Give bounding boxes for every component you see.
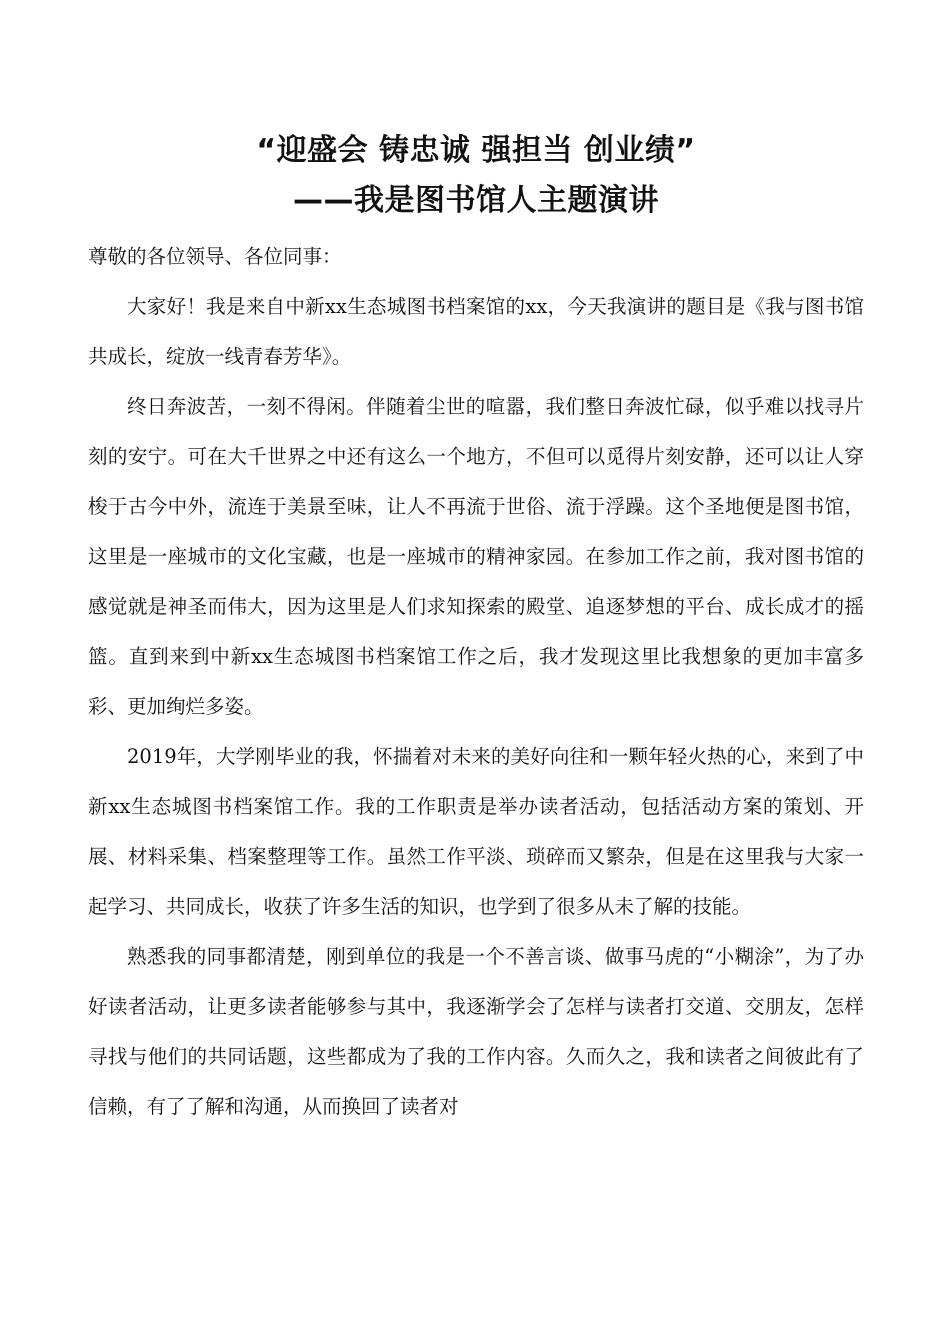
document-subtitle: ——我是图书馆人主题演讲 (293, 183, 659, 218)
document-title: “迎盛会 铸忠诚 强担当 创业绩” (256, 133, 696, 168)
paragraph-growth: 熟悉我的同事都清楚，刚到单位的我是一个不善言谈、做事马虎的“小糊涂”，为了办好读者活动，让更多读者能够参与其中，我逐渐学会了怎样与读者打交道、交朋友，怎样寻找与他们的共同话题，这些都成为了我的工作内容。久而久之，我和读者之间彼此有了信赖，有了了解和沟通，从而换回了读者对 (88, 945, 864, 1118)
paragraph-library: 终日奔波苦，一刻不得闲。伴随着尘世的喧嚣，我们整日奔波忙碌，似乎难以找寻片刻的安宁。可在大千世界之中还有这么一个地方，不但可以觅得片刻安静，还可以让人穿梭于古今中外，流连于美景至味，让人不再流于世俗、流于浮躁。这个圣地便是图书馆，这里是一座城市的文化宝藏，也是一座城市的精神家园。在参加工作之前，我对图书馆的感觉就是神圣而伟大，因为这里是人们求知探索的殿堂、追逐梦想的平台、成长成才的摇篮。直到来到中新xx生态城图书档案馆工作之后，我才发现这里比我想象的更加丰富多彩、更加绚烂多姿。 (88, 395, 864, 718)
document-body (88, 232, 864, 1132)
paragraph-work: 2019年，大学刚毕业的我，怀揣着对未来的美好向往和一颗年轻火热的心，来到了中新xx生态城图书档案馆工作。我的工作职责是举办读者活动，包括活动方案的策划、开展、材料采集、档案整理等工作。虽然工作平淡、琐碎而又繁杂，但是在这里我与大家一起学习、共同成长，收获了许多生活的知识，也学到了很多从未了解的技能。 (88, 745, 864, 918)
paragraph-intro: 大家好！我是来自中新xx生态城图书档案馆的xx，今天我演讲的题目是《我与图书馆共成长，绽放一线青春芳华》。 (88, 295, 864, 368)
greeting-line: 尊敬的各位领导、各位同事： (88, 245, 342, 268)
